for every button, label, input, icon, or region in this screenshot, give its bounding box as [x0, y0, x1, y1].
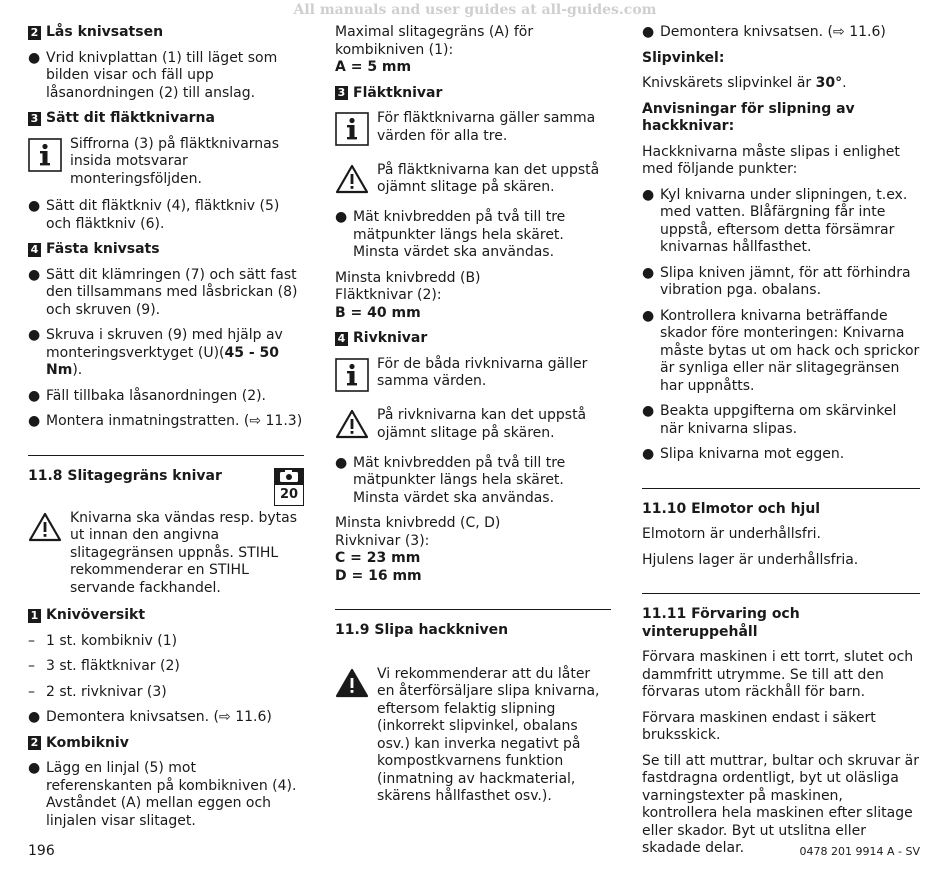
subsection-heading: [335, 85, 611, 103]
bullet-icon: ●: [335, 209, 348, 225]
section-title: 11.8 Slitagegräns knivar: [28, 467, 222, 484]
subsection-title: Knivöversikt: [46, 607, 146, 623]
paragraph: Hackknivarna måste slipas i enlighet med följande punkter:: [642, 143, 900, 177]
bullet-icon: ●: [28, 327, 41, 343]
list-item: ● Kontrollera knivarna beträffande skador före monteringen: Knivarna måste bytas ut om hack och sprickor är synliga eller när slitagegränsen har uppnåtts.: [642, 307, 920, 394]
subsection-title: Fästa knivsats: [46, 241, 160, 257]
section-title: 11.9 Slipa hackkniven: [335, 622, 509, 638]
list-item: ● Fäll tillbaka låsanordningen (2).: [28, 387, 267, 404]
step-number: 1: [28, 609, 41, 623]
paragraph: Minsta knivbredd (C, D) Rivknivar (3): C = 23 mm D = 16 mm: [335, 515, 501, 584]
section-title: 11.10 Elmotor och hjul: [642, 500, 821, 517]
watermark: All manuals and user guides at all-guides.com: [293, 2, 657, 18]
subsection-heading: [28, 110, 304, 128]
subsection-heading: [28, 607, 304, 625]
info-icon: [28, 136, 70, 189]
step-number: 2: [28, 736, 41, 750]
subsection-heading: [335, 330, 611, 348]
dash-icon: –: [28, 658, 35, 674]
step-number: 4: [335, 332, 348, 346]
section-header: [28, 468, 304, 506]
step-number: 2: [28, 26, 41, 40]
bullet-icon: ●: [335, 454, 348, 471]
paragraph: Hjulens lager är underhållsfria.: [642, 551, 859, 568]
bullet-icon: ●: [28, 413, 41, 429]
list-item: ● Kyl knivarna under slipningen, t.ex. med vatten. Blåfärgning får inte uppstå, eftersom detta försämrar knivarnas hållfasthet.: [642, 186, 908, 255]
info-icon: [335, 356, 377, 398]
list-item: ● Demontera knivsatsen. (⇨ 11.6): [28, 709, 272, 725]
paragraph: Minsta knivbredd (B) Fläktknivar (2): B = 40 mm: [335, 269, 481, 321]
paragraph: Knivskärets slipvinkel är 30°.: [642, 75, 847, 91]
subsection-heading: [28, 241, 304, 259]
info-notice: För de båda rivknivarna gäller samma värden.: [335, 356, 611, 398]
bullet-icon: ●: [28, 387, 41, 404]
subsection-title: Kombikniv: [46, 734, 129, 751]
list-item: ● Beakta uppgifterna om skärvinkel när knivarna slipas.: [642, 403, 897, 437]
bullet-icon: ●: [28, 709, 41, 725]
bullet-icon: ●: [642, 307, 655, 324]
warning-notice: Vi rekommenderar att du låter en återförsäljare slipa knivarna, eftersom felaktig slipning (inkorrekt slipvinkel, obalans osv.) kan inverka negativt på kompostkvarnens funktion (inmatning av hackmaterial, skärens hållfasthet osv.).: [335, 666, 611, 806]
warning-icon: [335, 666, 377, 806]
step-number: 3: [335, 86, 348, 100]
list-item: ● Montera inmatningstratten. (⇨ 11.3): [28, 413, 303, 429]
list-item: ● Skruva i skruven (9) med hjälp av monteringsverktyget (U)(45 - 50 Nm).: [28, 327, 283, 378]
list-item: ● Mät knivbredden på två till tre mätpunkter längs hela skäret. Minsta värdet ska användas.: [335, 209, 566, 260]
step-number: 4: [28, 243, 41, 257]
info-icon: [335, 110, 377, 152]
list-item: ● Sätt dit klämringen (7) och sätt fast den tillsammans med låsbrickan (8) och skruven (9).: [28, 266, 298, 318]
column-right: [642, 24, 920, 866]
subsection-title: Sätt dit fläktknivarna: [46, 110, 215, 126]
step-number: 3: [28, 112, 41, 126]
warning-notice: På fläktknivarna kan det uppstå ojämnt slitage på skären.: [335, 162, 611, 200]
section-divider: [642, 593, 920, 594]
paragraph: Förvara maskinen endast i säkert bruksskick.: [642, 709, 876, 743]
warning-notice: På rivknivarna kan det uppstå ojämnt slitage på skären.: [335, 407, 611, 445]
list-item: ● Slipa knivarna mot eggen.: [642, 446, 845, 462]
warning-icon: [335, 162, 377, 200]
list-item: ● Lägg en linjal (5) mot referenskanten på kombikniven (4). Avståndet (A) mellan eggen och linjalen visar slitaget.: [28, 760, 297, 829]
bullet-icon: ●: [28, 198, 41, 214]
section-divider: [335, 609, 611, 610]
subsection-title: Rivknivar: [353, 330, 428, 346]
info-notice: Siffrorna (3) på fläktknivarnas insida motsvarar monteringsföljden.: [28, 136, 304, 189]
warning-icon: [28, 510, 70, 598]
column-left: [28, 24, 304, 838]
dash-icon: –: [28, 683, 35, 700]
bullet-icon: ●: [642, 186, 655, 203]
bullet-icon: ●: [642, 24, 655, 40]
dash-icon: –: [28, 632, 35, 649]
section-title: 11.11 Förvaring och vinteruppehåll: [642, 606, 800, 640]
subsection-title: Lås knivsatsen: [46, 24, 164, 40]
list-item: ● Vrid knivplattan (1) till läget som bilden visar och fäll upp låsanordningen (2) till anslag.: [28, 49, 278, 101]
subsection-heading: [28, 24, 304, 42]
paragraph: Förvara maskinen i ett torrt, slutet och dammfritt utrymme. Se till att den förvaras utom räckhåll för barn.: [642, 649, 914, 700]
section-divider: [28, 455, 304, 456]
list-item: – 1 st. kombikniv (1): [28, 632, 178, 649]
list-item: ● Demontera knivsatsen. (⇨ 11.6): [642, 24, 886, 40]
subsection-heading: [28, 735, 304, 753]
paragraph: Maximal slitagegräns (A) för kombikniven (1): A = 5 mm: [335, 24, 534, 75]
paragraph-heading: Slipvinkel:: [642, 49, 725, 66]
bullet-icon: ●: [642, 264, 655, 281]
document-code: 0478 201 9914 A - SV: [799, 845, 920, 858]
column-middle: [335, 24, 611, 816]
bullet-icon: ●: [28, 266, 41, 283]
paragraph-heading: Anvisningar för slipning av hackknivar:: [642, 100, 855, 134]
list-item: ● Sätt dit fläktkniv (4), fläktkniv (5) och fläktkniv (6).: [28, 198, 280, 232]
paragraph: Se till att muttrar, bultar och skruvar är fastdragna ordentligt, byt ut oläsliga varningstexter på maskinen, kontrollera hela maskinen efter slitage eller skador. Byt ut utslitna eller skadade delar.: [642, 752, 919, 856]
info-notice: För fläktknivarna gäller samma värden för alla tre.: [335, 110, 611, 152]
list-item: – 3 st. fläktknivar (2): [28, 658, 180, 674]
subsection-title: Fläktknivar: [353, 84, 443, 101]
bullet-icon: ●: [642, 446, 655, 462]
section-divider: [642, 488, 920, 489]
camera-icon: 20: [274, 468, 304, 506]
warning-notice: Knivarna ska vändas resp. bytas ut innan den angivna slitagegränsen uppnås. STIHL rekommenderar en STIHL servande fackhandel.: [28, 510, 304, 598]
bullet-icon: ●: [28, 49, 41, 66]
warning-icon: [335, 407, 377, 445]
paragraph: Elmotorn är underhållsfri.: [642, 526, 821, 542]
list-item: ● Slipa kniven jämnt, för att förhindra vibration pga. obalans.: [642, 264, 911, 298]
list-item: – 2 st. rivknivar (3): [28, 683, 167, 700]
bullet-icon: ●: [28, 760, 41, 776]
list-item: ● Mät knivbredden på två till tre mätpunkter längs hela skäret. Minsta värdet ska användas.: [335, 454, 566, 506]
page-number: 196: [28, 843, 55, 859]
bullet-icon: ●: [642, 403, 655, 419]
